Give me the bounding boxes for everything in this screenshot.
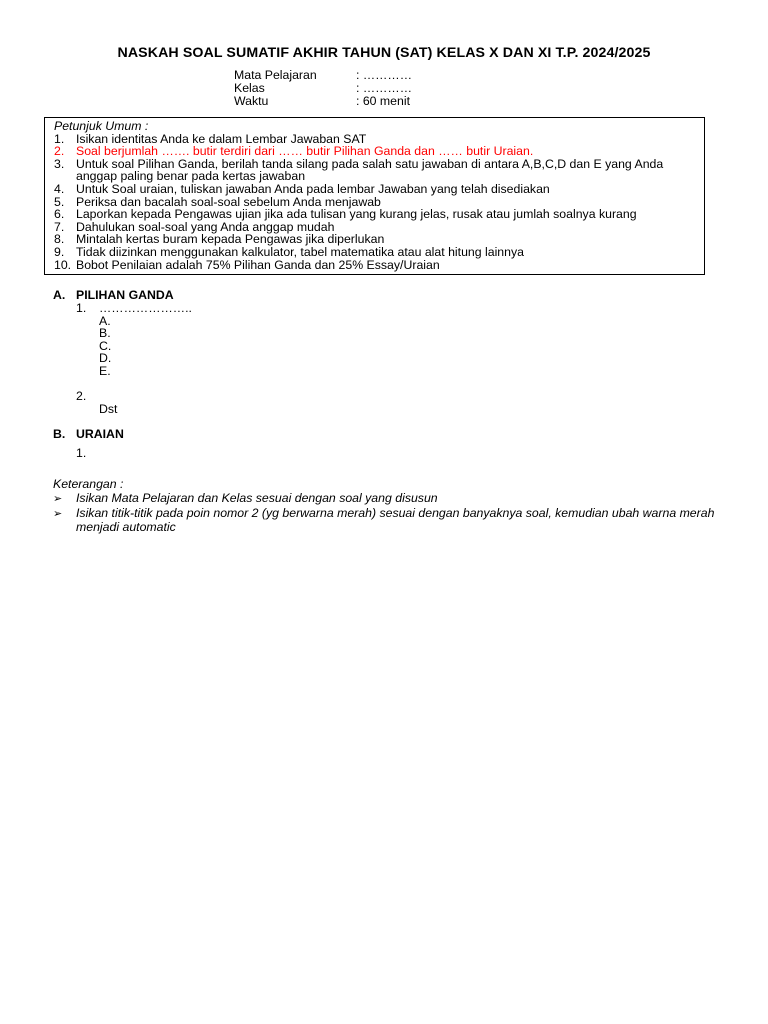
section-title: PILIHAN GANDA [76, 288, 174, 302]
note-item [53, 491, 716, 506]
question-number: 1. [76, 301, 87, 315]
option-label: E. [99, 364, 111, 378]
section-heading-essay [53, 427, 124, 441]
instruction-number: 7. [54, 219, 65, 234]
question-number: 1. [76, 446, 87, 460]
instruction-text: Isikan identitas Anda ke dalam Lembar Jawaban SAT [76, 131, 367, 146]
instruction-text: Laporkan kepada Pengawas ujian jika ada tulisan yang kurang jelas, rusak atau jumlah soalnya kurang [76, 207, 637, 222]
identity-fields [234, 69, 412, 107]
note-text: Isikan Mata Pelajaran dan Kelas sesuai dengan soal yang disusun [76, 491, 438, 505]
meta-row-class [234, 82, 412, 95]
option-label: D. [99, 351, 112, 365]
instruction-item [54, 183, 700, 196]
note-text: Isikan titik-titik pada poin nomor 2 (yg berwarna merah) sesuai dengan banyaknya soal, kemudian ubah warna merah menjadi automatic [76, 506, 715, 534]
instruction-item [54, 145, 700, 158]
instruction-item [54, 158, 700, 183]
instruction-number: 2. [54, 144, 65, 159]
meta-label: Mata Pelajaran [234, 68, 317, 82]
meta-label: Waktu [234, 93, 269, 108]
instruction-number: 5. [54, 194, 65, 209]
meta-value: : 60 menit [356, 93, 410, 108]
option-label: A. [99, 314, 111, 328]
instruction-text: Bobot Penilaian adalah 75% Pilihan Ganda dan 25% Essay/Uraian [76, 257, 440, 272]
instruction-number: 4. [54, 181, 65, 196]
note-item [53, 506, 716, 534]
instruction-text: Untuk Soal uraian, tuliskan jawaban Anda pada lembar Jawaban yang telah disediakan [76, 181, 550, 196]
instruction-text: Dahulukan soal-soal yang Anda anggap mudah [76, 219, 335, 234]
meta-label: Kelas [234, 80, 265, 95]
instruction-number: 6. [54, 207, 65, 222]
section-title: URAIAN [76, 427, 124, 441]
arrow-bullet-icon: ➢ [53, 508, 63, 520]
section-letter: B. [53, 427, 66, 441]
instruction-number: 1. [54, 131, 65, 146]
instruction-item [54, 208, 700, 221]
instructions-heading: Petunjuk Umum : [54, 119, 149, 133]
question-number: 2. [76, 389, 87, 403]
option-label: C. [99, 339, 112, 353]
instruction-item [54, 246, 700, 259]
instruction-number: 9. [54, 244, 65, 259]
meta-value: : ………… [356, 68, 413, 82]
instruction-text: Untuk soal Pilihan Ganda, berilah tanda silang pada salah satu jawaban di antara A,B,C,D dan E yang Anda anggap paling benar pada kertas jawaban [76, 156, 664, 184]
continuation-text: Dst [99, 402, 118, 416]
instruction-number: 3. [54, 156, 65, 171]
instruction-number: 10. [54, 257, 72, 272]
instruction-number: 8. [54, 232, 65, 247]
document-title: NASKAH SOAL SUMATIF AKHIR TAHUN (SAT) KELAS X DAN XI T.P. 2024/2025 [117, 45, 651, 61]
option-label: B. [99, 326, 111, 340]
section-heading-multiple-choice [53, 288, 174, 302]
meta-row-subject [234, 69, 412, 82]
section-letter: A. [53, 288, 66, 302]
arrow-bullet-icon: ➢ [53, 493, 63, 505]
instruction-item [54, 259, 700, 272]
meta-row-time [234, 95, 412, 108]
meta-value: : ………… [356, 80, 413, 95]
question-text: ………………….. [99, 301, 192, 315]
notes-heading: Keterangan : [53, 477, 124, 491]
instructions-box [44, 117, 705, 275]
instruction-text: Soal berjumlah ……. butir terdiri dari …… butir Pilihan Ganda dan …… butir Uraian. [76, 144, 534, 159]
notes-block [53, 477, 716, 534]
instruction-text: Mintalah kertas buram kepada Pengawas jika diperlukan [76, 232, 385, 247]
instruction-text: Tidak diizinkan menggunakan kalkulator, tabel matematika atau alat hitung lainnya [76, 244, 524, 259]
instruction-text: Periksa dan bacalah soal-soal sebelum Anda menjawab [76, 194, 381, 209]
